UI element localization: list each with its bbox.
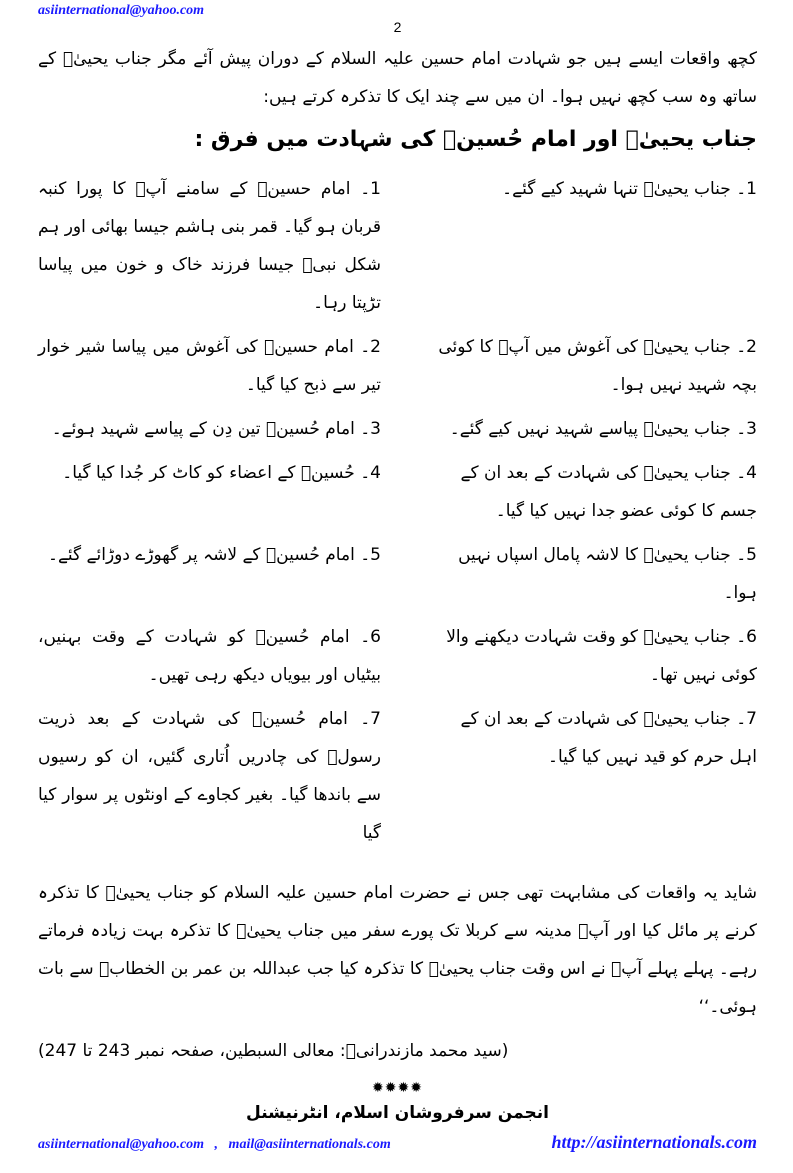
husain-item-6: 6۔ امام حُسینؑ کو شہادت کے وقت بہنیں، بیٹیاں اور بیویاں دیکھ رہی تھیں۔ [38, 627, 381, 685]
husain-item-4: 4۔ حُسینؑ کے اعضاء کو کاٹ کر جُدا کیا گیا۔ [62, 463, 381, 483]
footer [38, 1132, 757, 1153]
ornament-stars-icon: ✹✹✹✹ [372, 1080, 423, 1096]
husain-item-5: 5۔ امام حُسینؑ کے لاشہ پر گھوڑے دوڑائے گئے۔ [48, 545, 381, 565]
yahya-item-6: 6۔ جناب یحییٰؑ کو وقت شہادت دیکھنے والا کوئی نہیں تھا۔ [446, 627, 757, 685]
husain-item-2: 2۔ امام حسینؑ کی آغوش میں پیاسا شیر خوار تیر سے ذبح کیا گیا۔ [38, 337, 381, 395]
yahya-item-3: 3۔ جناب یحییٰؑ پیاسے شہید نہیں کیے گئے۔ [449, 419, 757, 439]
page-number: 2 [393, 19, 402, 35]
citation: (سید محمد مازندرانیؒ: معالی السبطین، صفحہ نمبر 243 تا 247) [38, 1041, 509, 1061]
comparison-grid [38, 170, 757, 852]
yahya-item-4: 4۔ جناب یحییٰؑ کی شہادت کے بعد ان کے جسم کا کوئی عضو جدا نہیں کیا گیا۔ [460, 463, 757, 521]
yahya-item-2: 2۔ جناب یحییٰؑ کی آغوش میں آپؑ کا کوئی بچہ شہید نہیں ہوا۔ [438, 337, 757, 395]
closing-paragraph: شاید یہ واقعات کی مشابہت تھی جس نے حضرت امام حسین علیہ السلام کو جناب یحییٰؑ کا تذکرہ کرنے پر مائل کیا اور آپؑ مدینہ سے کربلا تک پورے سفر میں جناب یحییٰؑ کا تذکرہ بہت زیادہ فرماتے رہے۔ پہلے پہلے آپؑ نے اس وقت جناب یحییٰؑ کا تذکرہ کیا جب عبداللہ بن عمر بن الخطابؓ سے بات ہوئی۔‘‘ [38, 883, 757, 1017]
intro-paragraph: کچھ واقعات ایسے ہیں جو شہادت امام حسین علیہ السلام کے دوران پیش آئے مگر جناب یحییٰؑ کے ساتھ وہ سب کچھ نہیں ہوا۔ ان میں سے چند ایک کا تذکرہ کرتے ہیں: [38, 49, 757, 107]
husain-item-1: 1۔ امام حسینؑ کے سامنے آپؑ کا پورا کنبہ قربان ہو گیا۔ قمر بنی ہاشم جیسا بھائی اور ہم شکل نبیؐ جیسا فرزند خاک و خون میں پیاسا تڑپتا رہا۔ [38, 179, 381, 313]
husain-item-3: 3۔ امام حُسینؑ تین دِن کے پیاسے شہید ہوئے۔ [51, 419, 381, 439]
footer-emails[interactable]: asiinternational@yahoo.com , mail@asiinternationals.com [38, 1137, 391, 1152]
organization-name: انجمن سرفروشان اسلام، انٹرنیشنل [246, 1103, 549, 1123]
header-email-link[interactable]: asiinternational@yahoo.com [38, 3, 205, 18]
footer-website-link[interactable]: http://asiinternationals.com [551, 1132, 757, 1152]
yahya-item-1: 1۔ جناب یحییٰؑ تنہا شہید کیے گئے۔ [502, 179, 757, 199]
section-heading: جناب یحییٰؑ اور امام حُسینؑ کی شہادت میں فرق : [194, 127, 757, 152]
yahya-item-5: 5۔ جناب یحییٰؑ کا لاشہ پامال اسپاں نہیں ہوا۔ [458, 545, 757, 603]
husain-item-7: 7۔ امام حُسینؑ کی شہادت کے بعد ذریت رسولؐ کی چادریں اُتاری گئیں، ان کو رسیوں سے باندھا گیا۔ بغیر کجاوے کے اونٹوں پر سوار کیا گیا [38, 709, 381, 843]
yahya-item-7: 7۔ جناب یحییٰؑ کی شہادت کے بعد ان کے اہل حرم کو قید نہیں کیا گیا۔ [460, 709, 757, 767]
